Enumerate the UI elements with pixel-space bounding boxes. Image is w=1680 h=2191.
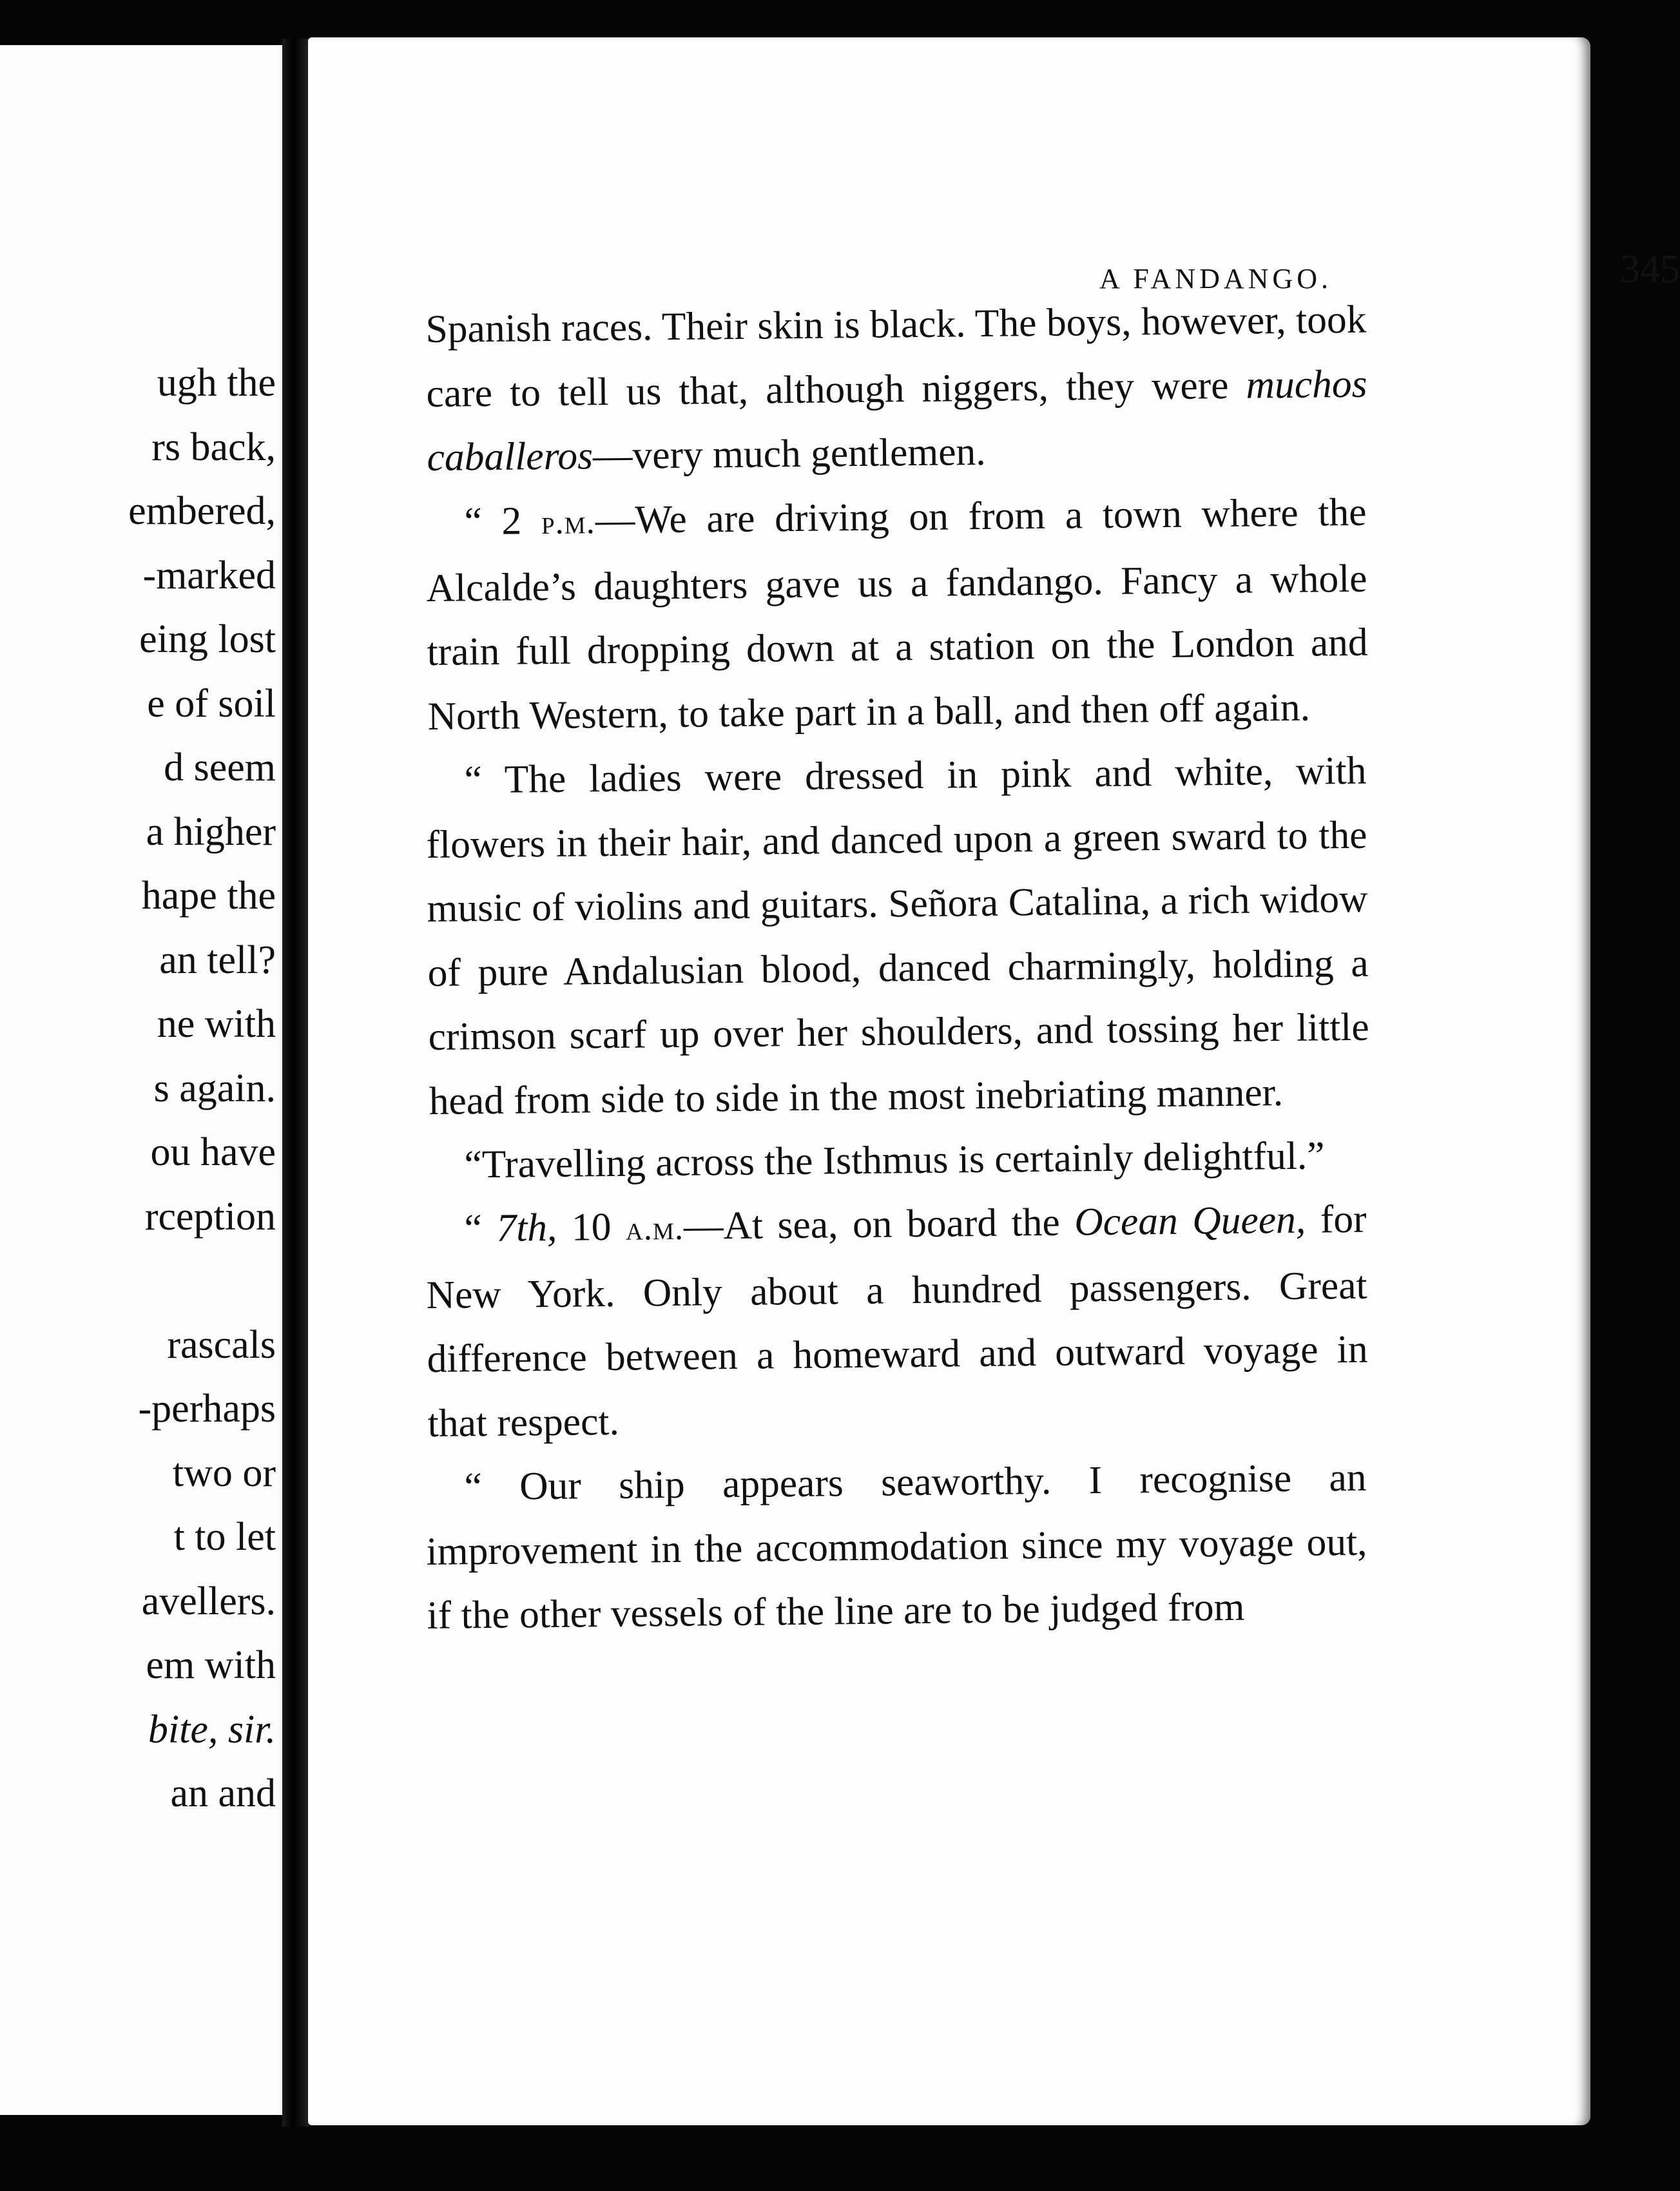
text-run: —We are driving on from a town where the Alcalde’s daughters gave us a fandango. Fancy a whole train full dropping down at a station on the London and North Western, to take part in a ball, and then off again. <box>426 490 1368 738</box>
text-run: “ The ladies were dressed in pink and white, with flowers in their hair, and danced upon a green sward to the music of violins and guitars. Señora Catalina, a rich widow of pure Andalusian blood, danced charmingly, holding a crimson scarf up over her shoulders, and tossing her little head from side to side in the most inebriating manner. <box>426 748 1369 1123</box>
text-run: —very much gentlemen. <box>592 429 986 478</box>
book-gutter <box>282 39 309 2127</box>
previous-page-line: two or <box>172 1451 276 1495</box>
text-run: “Travelling across the Isthmus is certainly delightful.” <box>464 1133 1325 1186</box>
previous-page-line: eing lost <box>139 617 276 661</box>
previous-page-line: rs back, <box>151 425 276 469</box>
text-run: for New York. Only about a hundred passengers. Great difference between a homeward and outward voyage in that respect. <box>426 1197 1368 1445</box>
page-number: 345 <box>1620 247 1680 291</box>
previous-page-line: avellers. <box>141 1579 276 1623</box>
previous-page-line: ugh the <box>157 361 276 405</box>
text-run: “ Our ship appears seaworthy. I recognise an improvement in the accommodation since my voyage out, if the other vessels of the line are to be judged from <box>426 1455 1367 1637</box>
page-body-text <box>425 297 1369 1648</box>
paragraph <box>425 738 1370 1133</box>
previous-page-line: em with <box>146 1643 276 1687</box>
text-run: “ <box>464 1206 497 1251</box>
previous-page-line: t to let <box>173 1515 276 1559</box>
previous-page-line: bite, sir. <box>148 1707 276 1752</box>
previous-page-line: e of soil <box>147 681 276 726</box>
page-header <box>308 229 1680 294</box>
previous-page-line: rascals <box>167 1322 276 1367</box>
text-run: “ 2 <box>464 498 542 543</box>
previous-page-line: embered, <box>128 489 276 533</box>
italic-text-run: 7th, <box>496 1205 557 1250</box>
previous-page-line: d seem <box>164 746 276 789</box>
previous-page-line: ne with <box>157 1002 276 1046</box>
previous-page-line: s again. <box>153 1066 276 1110</box>
text-run: —At sea, on board the <box>683 1200 1075 1248</box>
italic-text-run: Ocean Queen, <box>1074 1197 1306 1244</box>
text-run: Spanish races. Their skin is black. The boys, however, took care to tell us that, although niggers, they were <box>425 297 1367 416</box>
previous-page-line: -marked <box>142 553 276 597</box>
italic-text-run: muchos caballeros <box>427 362 1367 479</box>
small-caps-text-run: p.m. <box>541 503 596 541</box>
previous-page-line: an tell? <box>159 938 276 982</box>
paragraph <box>425 480 1369 748</box>
previous-page-line: a higher <box>146 809 276 854</box>
text-run: 10 <box>556 1204 626 1250</box>
small-caps-text-run: a.m. <box>625 1209 684 1248</box>
previous-page-line: rception <box>144 1194 276 1239</box>
previous-page-line: ou have <box>150 1130 276 1174</box>
running-title: A FANDANGO. <box>1099 263 1332 294</box>
paragraph <box>425 1446 1368 1648</box>
previous-page-line: hape the <box>141 874 276 918</box>
previous-page-line: -perhaps <box>138 1387 276 1431</box>
paragraph <box>425 1123 1367 1197</box>
previous-page <box>0 45 282 2115</box>
previous-page-line: an and <box>170 1771 276 1815</box>
paragraph <box>425 1188 1369 1456</box>
paragraph <box>425 288 1368 490</box>
